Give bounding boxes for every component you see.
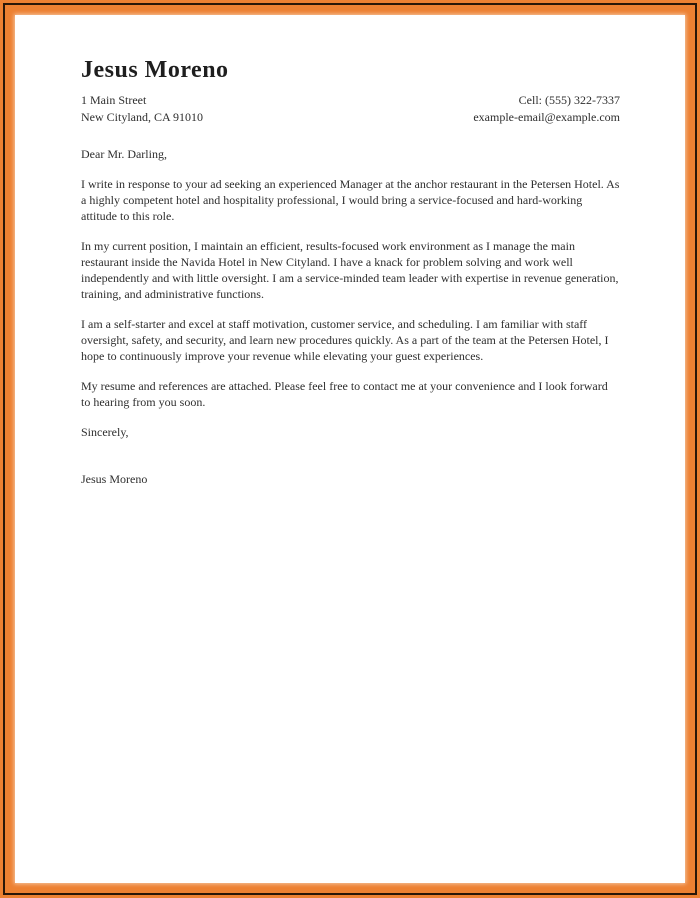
address-line-2: New Cityland, CA 91010 bbox=[81, 110, 203, 124]
body-paragraph-4: My resume and references are attached. Please feel free to contact me at your convenience and I look forward to hearing from you soon. bbox=[81, 379, 608, 409]
closing-line: Sincerely, bbox=[81, 425, 129, 439]
letter-page bbox=[15, 15, 685, 883]
contact-info-row bbox=[81, 92, 620, 126]
letter-header-name: Jesus Moreno bbox=[81, 57, 229, 83]
signature-name: Jesus Moreno bbox=[81, 472, 148, 486]
address-line-1: 1 Main Street bbox=[81, 93, 147, 107]
body-paragraph-1: I write in response to your ad seeking an experienced Manager at the anchor restaurant in the Petersen Hotel. As a highly competent hotel and hospitality professional, I would bring a service-focused and hard-working attitude to this role. bbox=[81, 177, 620, 223]
email-address: example-email@example.com bbox=[473, 110, 620, 124]
body-paragraph-2: In my current position, I maintain an efficient, results-focused work environment as I manage the main restaurant inside the Navida Hotel in New Cityland. I have a knack for problem solving and work well independently and with little oversight. I am a service-minded team leader with expertise in revenue generation, training, and administrative functions. bbox=[81, 239, 619, 301]
orange-page-frame bbox=[3, 3, 697, 895]
cell-phone: Cell: (555) 322-7337 bbox=[518, 93, 620, 107]
salutation: Dear Mr. Darling, bbox=[81, 147, 167, 161]
body-paragraph-3: I am a self-starter and excel at staff motivation, customer service, and scheduling. I am familiar with staff oversight, safety, and security, and learn new procedures quickly. As a part of the team at the Petersen Hotel, I hope to continuously improve your revenue while elevating your guest experiences. bbox=[81, 317, 609, 363]
contact-address-block bbox=[81, 92, 203, 126]
contact-phone-email-block bbox=[473, 92, 620, 126]
